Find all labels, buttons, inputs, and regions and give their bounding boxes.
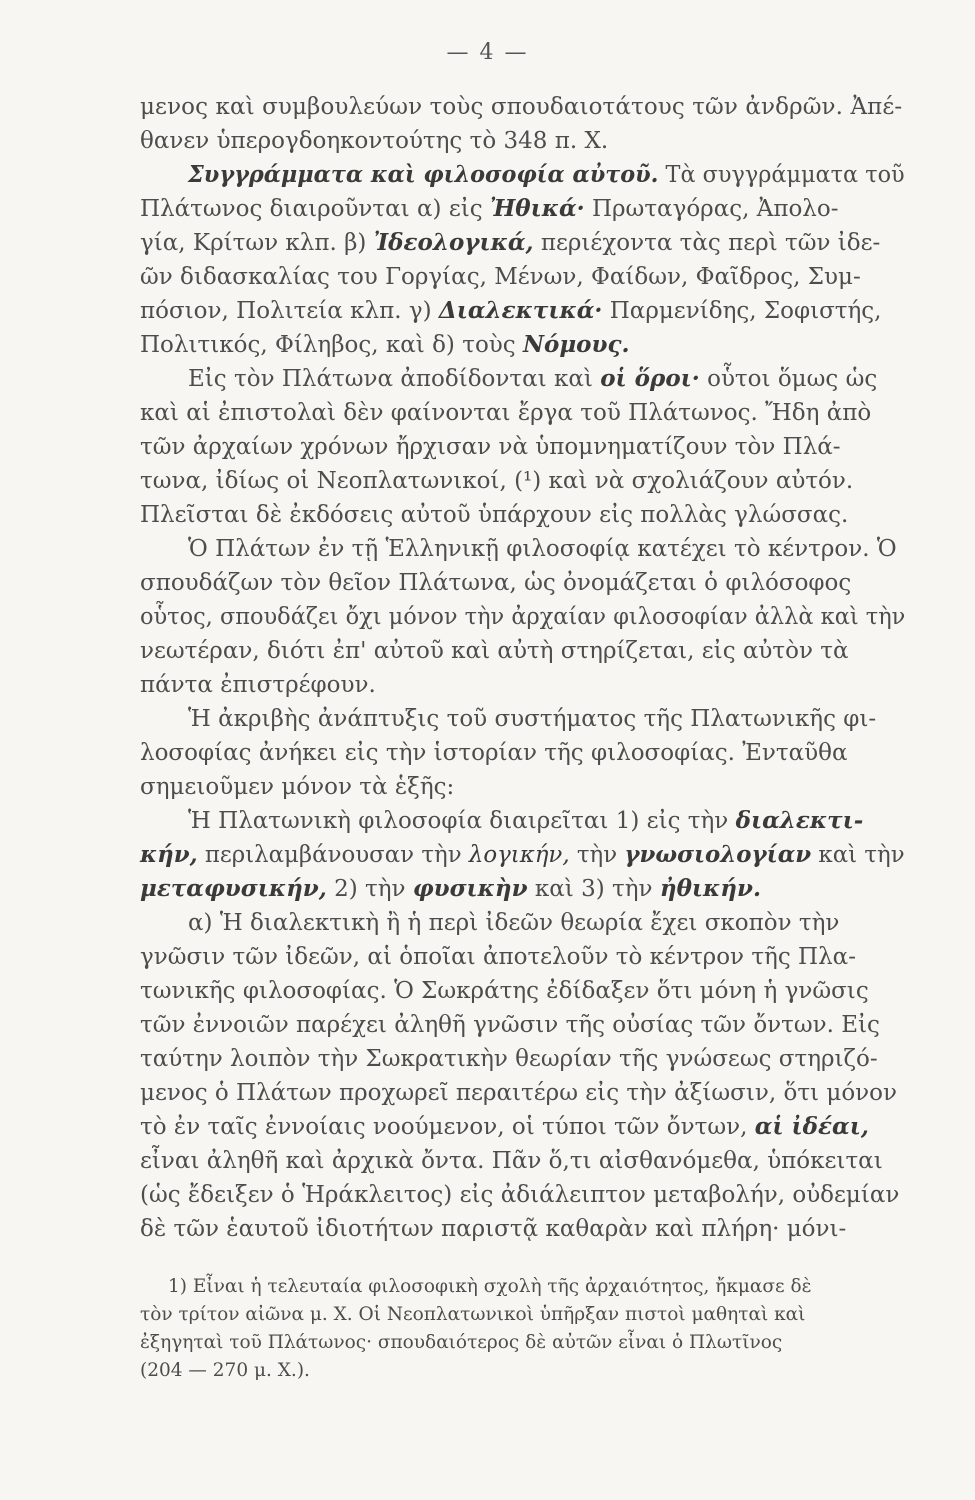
- text-line: δὲ τῶν ἑαυτοῦ ἰδιοτήτων παριστᾷ καθαρὰν καὶ πλήρη· μόνι-: [140, 1216, 847, 1242]
- text-line: (ὡς ἔδειξεν ὁ Ἡράκλειτος) εἰς ἀδιάλειπτον μεταβολήν, οὐδεμίαν: [140, 1182, 900, 1208]
- text-segment: πόσιον, Πολιτεία κλπ. γ): [140, 298, 432, 324]
- text-segment: τὴν: [569, 842, 625, 868]
- text-line: μενος καὶ συμβουλεύων τοὺς σπουδαιοτάτους τῶν ἀνδρῶν. Ἀπέ-: [140, 94, 903, 120]
- text-segment: Πρωταγόρας, Ἀπολο-: [584, 196, 839, 222]
- text-segment: καὶ τὴν: [811, 842, 905, 868]
- emphasis-term: λογικήν,: [468, 842, 570, 868]
- emphasis-term: γνωσιολογίαν: [624, 841, 812, 868]
- emphasis-term: οἱ ὅροι·: [600, 365, 700, 392]
- text-segment: Ἡ Πλατωνικὴ φιλοσοφία διαιρεῖται 1) εἰς τὴν: [188, 808, 729, 834]
- text-segment: Πολιτικός, Φίληβος, καὶ δ) τοὺς: [140, 332, 516, 358]
- text-line: [188, 806, 863, 836]
- text-line: [140, 228, 880, 258]
- text-line: μενος ὁ Πλάτων προχωρεῖ περαιτέρω εἰς τὴν ἀξίωσιν, ὅτι μόνον: [140, 1080, 897, 1106]
- text-segment: τὸ ἐν ταῖς ἐννοίαις νοούμενον, οἱ τύποι τῶν ὄντων,: [140, 1114, 748, 1140]
- text-segment: Εἰς τὸν Πλάτωνα ἀποδίδονται καὶ: [188, 366, 593, 392]
- text-line: καὶ αἱ ἐπιστολαὶ δὲν φαίνονται ἔργα τοῦ Πλάτωνος. Ἤδη ἀπὸ: [140, 400, 872, 426]
- text-line: Πλεῖσται δὲ ἐκδόσεις αὐτοῦ ὑπάρχουν εἰς πολλὰς γλώσσας.: [140, 502, 849, 528]
- text-segment: περιλαμβάνουσαν τὴν: [197, 842, 469, 868]
- text-segment: περιέχοντα τὰς περὶ τῶν ἰδε-: [533, 230, 881, 256]
- text-line: [188, 364, 877, 394]
- text-line: [140, 194, 839, 224]
- text-segment: οὗτοι ὅμως ὡς: [699, 366, 878, 392]
- text-line: τωνα, ἰδίως οἱ Νεοπλατωνικοί, (¹) καὶ νὰ σχολιάζουν αὐτόν.: [140, 468, 854, 494]
- text-segment: γία, Κρίτων κλπ. β): [140, 230, 367, 256]
- section-heading: Συγγράμματα καὶ φιλοσοφία αὐτοῦ.: [188, 161, 659, 188]
- text-line: θανεν ὑπερογδοηκοντούτης τὸ 348 π. Χ.: [140, 128, 609, 154]
- text-segment: 2) τὴν: [326, 876, 413, 902]
- emphasis-term: μεταφυσικήν,: [140, 875, 327, 902]
- text-line: [140, 296, 881, 326]
- text-segment: Τὰ συγγράμματα τοῦ: [658, 162, 905, 188]
- emphasis-term: Νόμους.: [522, 331, 630, 358]
- text-line: σημειοῦμεν μόνον τὰ ἑξῆς:: [140, 774, 455, 800]
- footnote-line: τὸν τρίτον αἰῶνα μ. Χ. Οἱ Νεοπλατωνικοὶ ὑπῆρξαν πιστοὶ μαθηταὶ καὶ: [140, 1304, 806, 1325]
- text-line: οὗτος, σπουδάζει ὄχι μόνον τὴν ἀρχαίαν φιλοσοφίαν ἀλλὰ καὶ τὴν: [140, 604, 906, 630]
- text-line: τῶν ἀρχαίων χρόνων ἤρχισαν νὰ ὑπομνηματίζουν τὸν Πλά-: [140, 434, 841, 460]
- text-segment: Πλάτωνος διαιροῦνται α) εἰς: [140, 196, 483, 222]
- text-line: [188, 160, 905, 190]
- footnote-line: ἐξηγηταὶ τοῦ Πλάτωνος· σπουδαιότερος δὲ αὐτῶν εἶναι ὁ Πλωτῖνος: [140, 1332, 783, 1353]
- text-line: Ἡ ἀκριβὴς ἀνάπτυξις τοῦ συστήματος τῆς Πλατωνικῆς φι-: [188, 706, 877, 732]
- emphasis-term: φυσικὴν: [412, 875, 528, 902]
- text-line: [140, 874, 761, 904]
- text-line: τωνικῆς φιλοσοφίας. Ὁ Σωκράτης ἐδίδαξεν ὅτι μόνη ἡ γνῶσις: [140, 978, 869, 1004]
- text-line: ῶν διδασκαλίας του Γοργίας, Μένων, Φαίδων, Φαῖδρος, Συμ-: [140, 264, 861, 290]
- text-segment: Παρμενίδης, Σοφιστής,: [602, 298, 882, 324]
- emphasis-term: Ἠθικά·: [489, 195, 585, 222]
- text-line: γνῶσιν τῶν ἰδεῶν, αἱ ὁποῖαι ἀποτελοῦν τὸ κέντρον τῆς Πλα-: [140, 944, 856, 970]
- text-segment: καὶ 3) τὴν: [527, 876, 660, 902]
- text-line: τῶν ἐννοιῶν παρέχει ἀληθῆ γνῶσιν τῆς οὐσίας τῶν ὄντων. Εἰς: [140, 1012, 880, 1038]
- footnote-line: 1) Εἶναι ἡ τελευταία φιλοσοφικὴ σχολὴ τῆς ἀρχαιότητος, ἤκμασε δὲ: [168, 1276, 812, 1297]
- page-number: — 4 —: [446, 40, 529, 65]
- emphasis-term: αἱ ἰδέαι,: [754, 1113, 869, 1140]
- text-line: σπουδάζων τὸν θεῖον Πλάτωνα, ὡς ὀνομάζεται ὁ φιλόσοφος: [140, 570, 852, 596]
- text-line: εἶναι ἀληθῆ καὶ ἀρχικὰ ὄντα. Πᾶν ὅ,τι αἰσθανόμεθα, ὑπόκειται: [140, 1148, 883, 1174]
- emphasis-term: Διαλεκτικά·: [438, 297, 603, 324]
- emphasis-term: Ἰδεολογικά,: [373, 229, 534, 256]
- emphasis-term: διαλεκτι-: [735, 807, 864, 834]
- text-line: [140, 1112, 869, 1142]
- text-line: Ὁ Πλάτων ἐν τῇ Ἑλληνικῇ φιλοσοφίᾳ κατέχει τὸ κέντρον. Ὁ: [188, 536, 897, 562]
- text-line: ταύτην λοιπὸν τὴν Σωκρατικὴν θεωρίαν τῆς γνώσεως στηριζό-: [140, 1046, 878, 1072]
- text-line: πάντα ἐπιστρέφουν.: [140, 672, 376, 698]
- footnote-line: (204 — 270 μ. Χ.).: [140, 1360, 310, 1381]
- emphasis-term: κήν,: [140, 841, 198, 868]
- text-line: λοσοφίας ἀνήκει εἰς τὴν ἱστορίαν τῆς φιλοσοφίας. Ἐνταῦθα: [140, 740, 848, 766]
- text-line: α) Ἡ διαλεκτικὴ ἢ ἡ περὶ ἰδεῶν θεωρία ἔχει σκοπὸν τὴν: [188, 910, 840, 936]
- emphasis-term: ἠθικήν.: [659, 875, 761, 902]
- text-line: νεωτέραν, διότι ἐπ' αὐτοῦ καὶ αὐτὴ στηρίζεται, εἰς αὐτὸν τὰ: [140, 638, 849, 664]
- text-line: [140, 840, 905, 870]
- text-line: [140, 330, 629, 360]
